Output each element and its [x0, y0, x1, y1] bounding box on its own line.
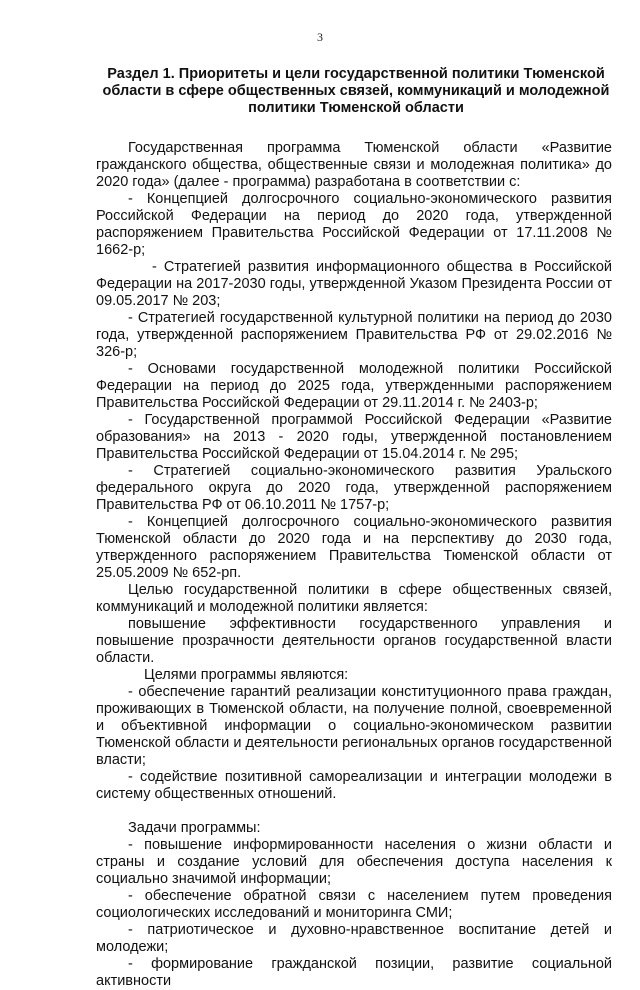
list-item-education-program: - Государственной программой Российской Федерации «Развитие образования» на 2013 - 2020 годы, утвержденной постановлением Правительства Российской Федерации от 15.04.2014 г. № 295; [96, 412, 612, 462]
list-item-tyumen-concept: - Концепцией долгосрочного социально-экономического развития Тюменской области до 2020 года и на перспективу до 2030 года, утвержденного распоряжением Правительства Тюменской области от 25.05.2009 № 652-рп. [96, 514, 612, 581]
list-item-concept-rf: - Концепцией долгосрочного социально-экономического развития Российской Федерации на период до 2020 года, утвержденной распоряжением Правительства Российской Федерации от 17.11.2008 № 1662-р; [96, 191, 612, 258]
list-item-culture-strategy: - Стратегией государственной культурной политики на период до 2030 года, утвержденной распоряжением Правительства РФ от 29.02.2016 № 326-р; [96, 310, 612, 360]
list-item-ural-strategy: - Стратегией социально-экономического развития Уральского федерального округа до 2020 года, утвержденной распоряжением Правительства РФ от 06.10.2011 № 1757-р; [96, 463, 612, 513]
list-item-task-patriotic: - патриотическое и духовно-нравственное воспитание детей и молодежи; [96, 922, 612, 955]
paragraph-tasks-title: Задачи программы: [128, 820, 261, 836]
paragraph-goal-statement: повышение эффективности государственного управления и повышение прозрачности деятельности органов государственной власти области. [96, 616, 612, 666]
list-item-youth-policy-basics: - Основами государственной молодежной политики Российской Федерации на период до 2025 года, утвержденными распоряжением Правительства Российской Федерации от 29.11.2014 г. № 2403-р; [96, 361, 612, 411]
list-item-goal-information: - обеспечение гарантий реализации конституционного права граждан, проживающих в Тюменской области, на получение полной, своевременной и объективной информации о социально-экономическом развитии Тюменской области и деятельности региональных органов государственной власти; [96, 684, 612, 768]
paragraph-goal-policy: Целью государственной политики в сфере общественных связей, коммуникаций и молодежной политики является: [96, 582, 612, 615]
list-item-task-awareness: - повышение информированности населения о жизни области и страны и создание условий для обеспечения доступа населения к социально значимой информации; [96, 837, 612, 887]
list-item-info-society-strategy: - Стратегией развития информационного общества в Российской Федерации на 2017-2030 годы, утвержденной Указом Президента России от 09.05.2017 № 203; [96, 259, 612, 309]
document-body [96, 140, 612, 990]
page-number: 3 [317, 30, 323, 44]
paragraph-intro: Государственная программа Тюменской области «Развитие гражданского общества, общественные связи и молодежная политика» до 2020 года» (далее - программа) разработана в соответствии с: [96, 140, 612, 190]
list-item-goal-youth: - содействие позитивной самореализации и интеграции молодежи в систему общественных отношений. [96, 769, 612, 802]
list-item-task-feedback: - обеспечение обратной связи с населением путем проведения социологических исследований и мониторинга СМИ; [96, 888, 612, 921]
list-item-task-civic: - формирование гражданской позиции, развитие социальной активности [96, 956, 612, 989]
paragraph-program-goals-title: Целями программы являются: [144, 667, 349, 683]
section-heading: Раздел 1. Приоритеты и цели государственной политики Тюменской области в сфере общественных связей, коммуникаций и молодежной политики Тюменской области [102, 66, 610, 116]
